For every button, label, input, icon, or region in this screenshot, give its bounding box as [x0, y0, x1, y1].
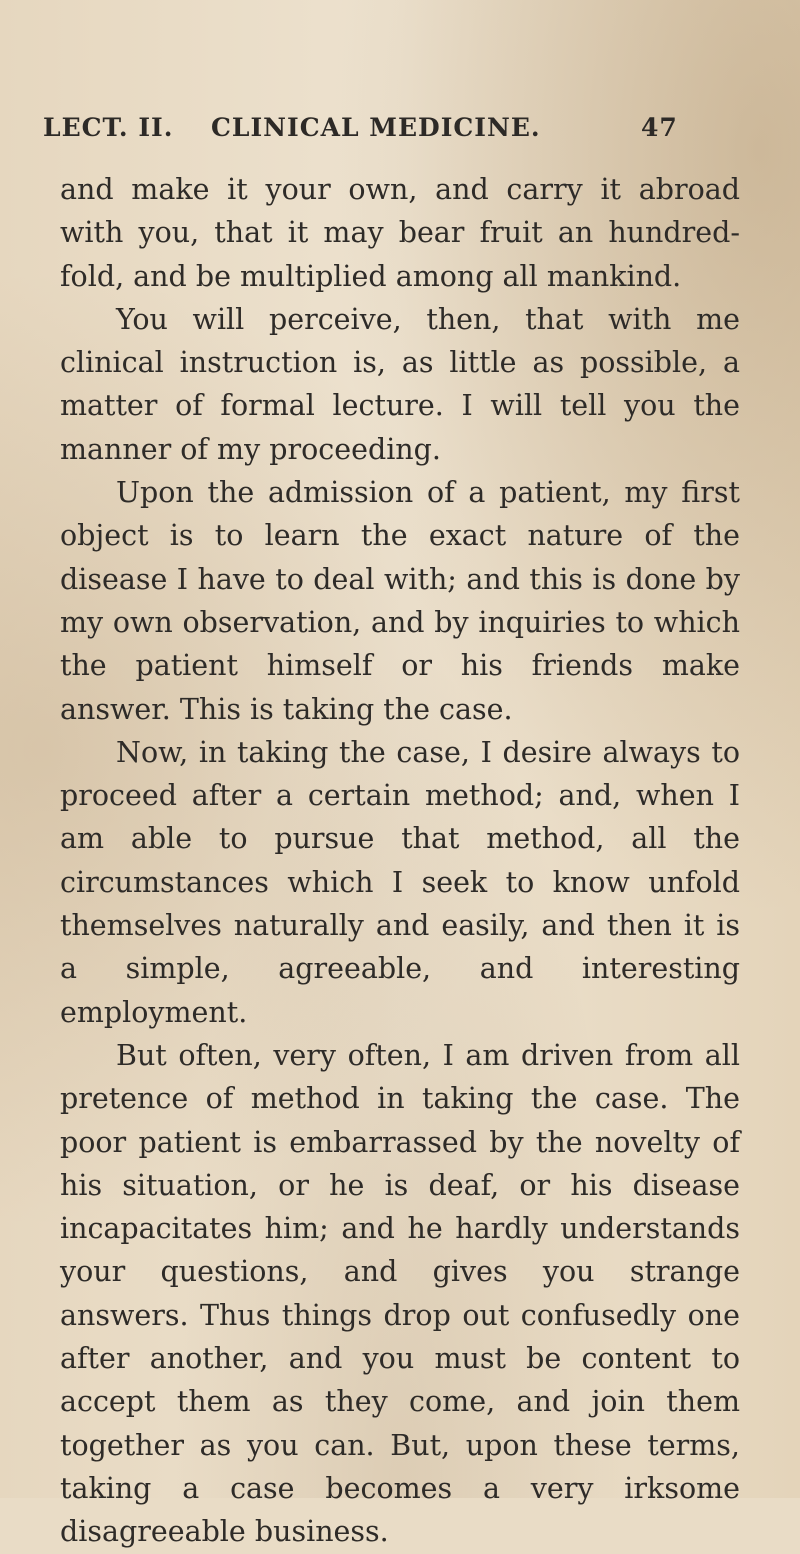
- running-header: [43, 113, 683, 149]
- body-text: [60, 168, 740, 1554]
- lecture-number: LECT. II.: [43, 113, 174, 142]
- page-number: 47: [641, 113, 678, 142]
- paragraph: But often, very often, I am driven from all pretence of method in taking the case. The poor patient is embarrassed by the novelty of his situation, or he is deaf, or his disease incapacitates him; and he hardly understands your questions, and gives you strange answers. Thus things drop out confusedly one after another, and you must be content to accept them as they come, and join them together as you can. But, upon these terms, taking a case becomes a very irksome disagreeable business.: [60, 1038, 740, 1549]
- running-title: CLINICAL MEDICINE.: [211, 113, 541, 142]
- paragraph: and make it your own, and carry it abroad with you, that it may bear fruit an hundred-fold, and be multiplied among all mankind.: [60, 173, 740, 293]
- paragraph: You will perceive, then, that with me clinical instruction is, as little as possible, a matter of formal lecture. I will tell you the manner of my proceeding.: [60, 302, 740, 466]
- paragraph: Upon the admission of a patient, my first object is to learn the exact nature of the disease I have to deal with; and this is done by my own observation, and by inquiries to which the patient himself or his friends make answer. This is taking the case.: [60, 476, 740, 726]
- paragraph: Now, in taking the case, I desire always to proceed after a certain method; and, when I am able to pursue that method, all the circumstances which I seek to know unfold themselves naturally and easily, and then it is a simple, agreeable, and interesting employment.: [60, 735, 740, 1029]
